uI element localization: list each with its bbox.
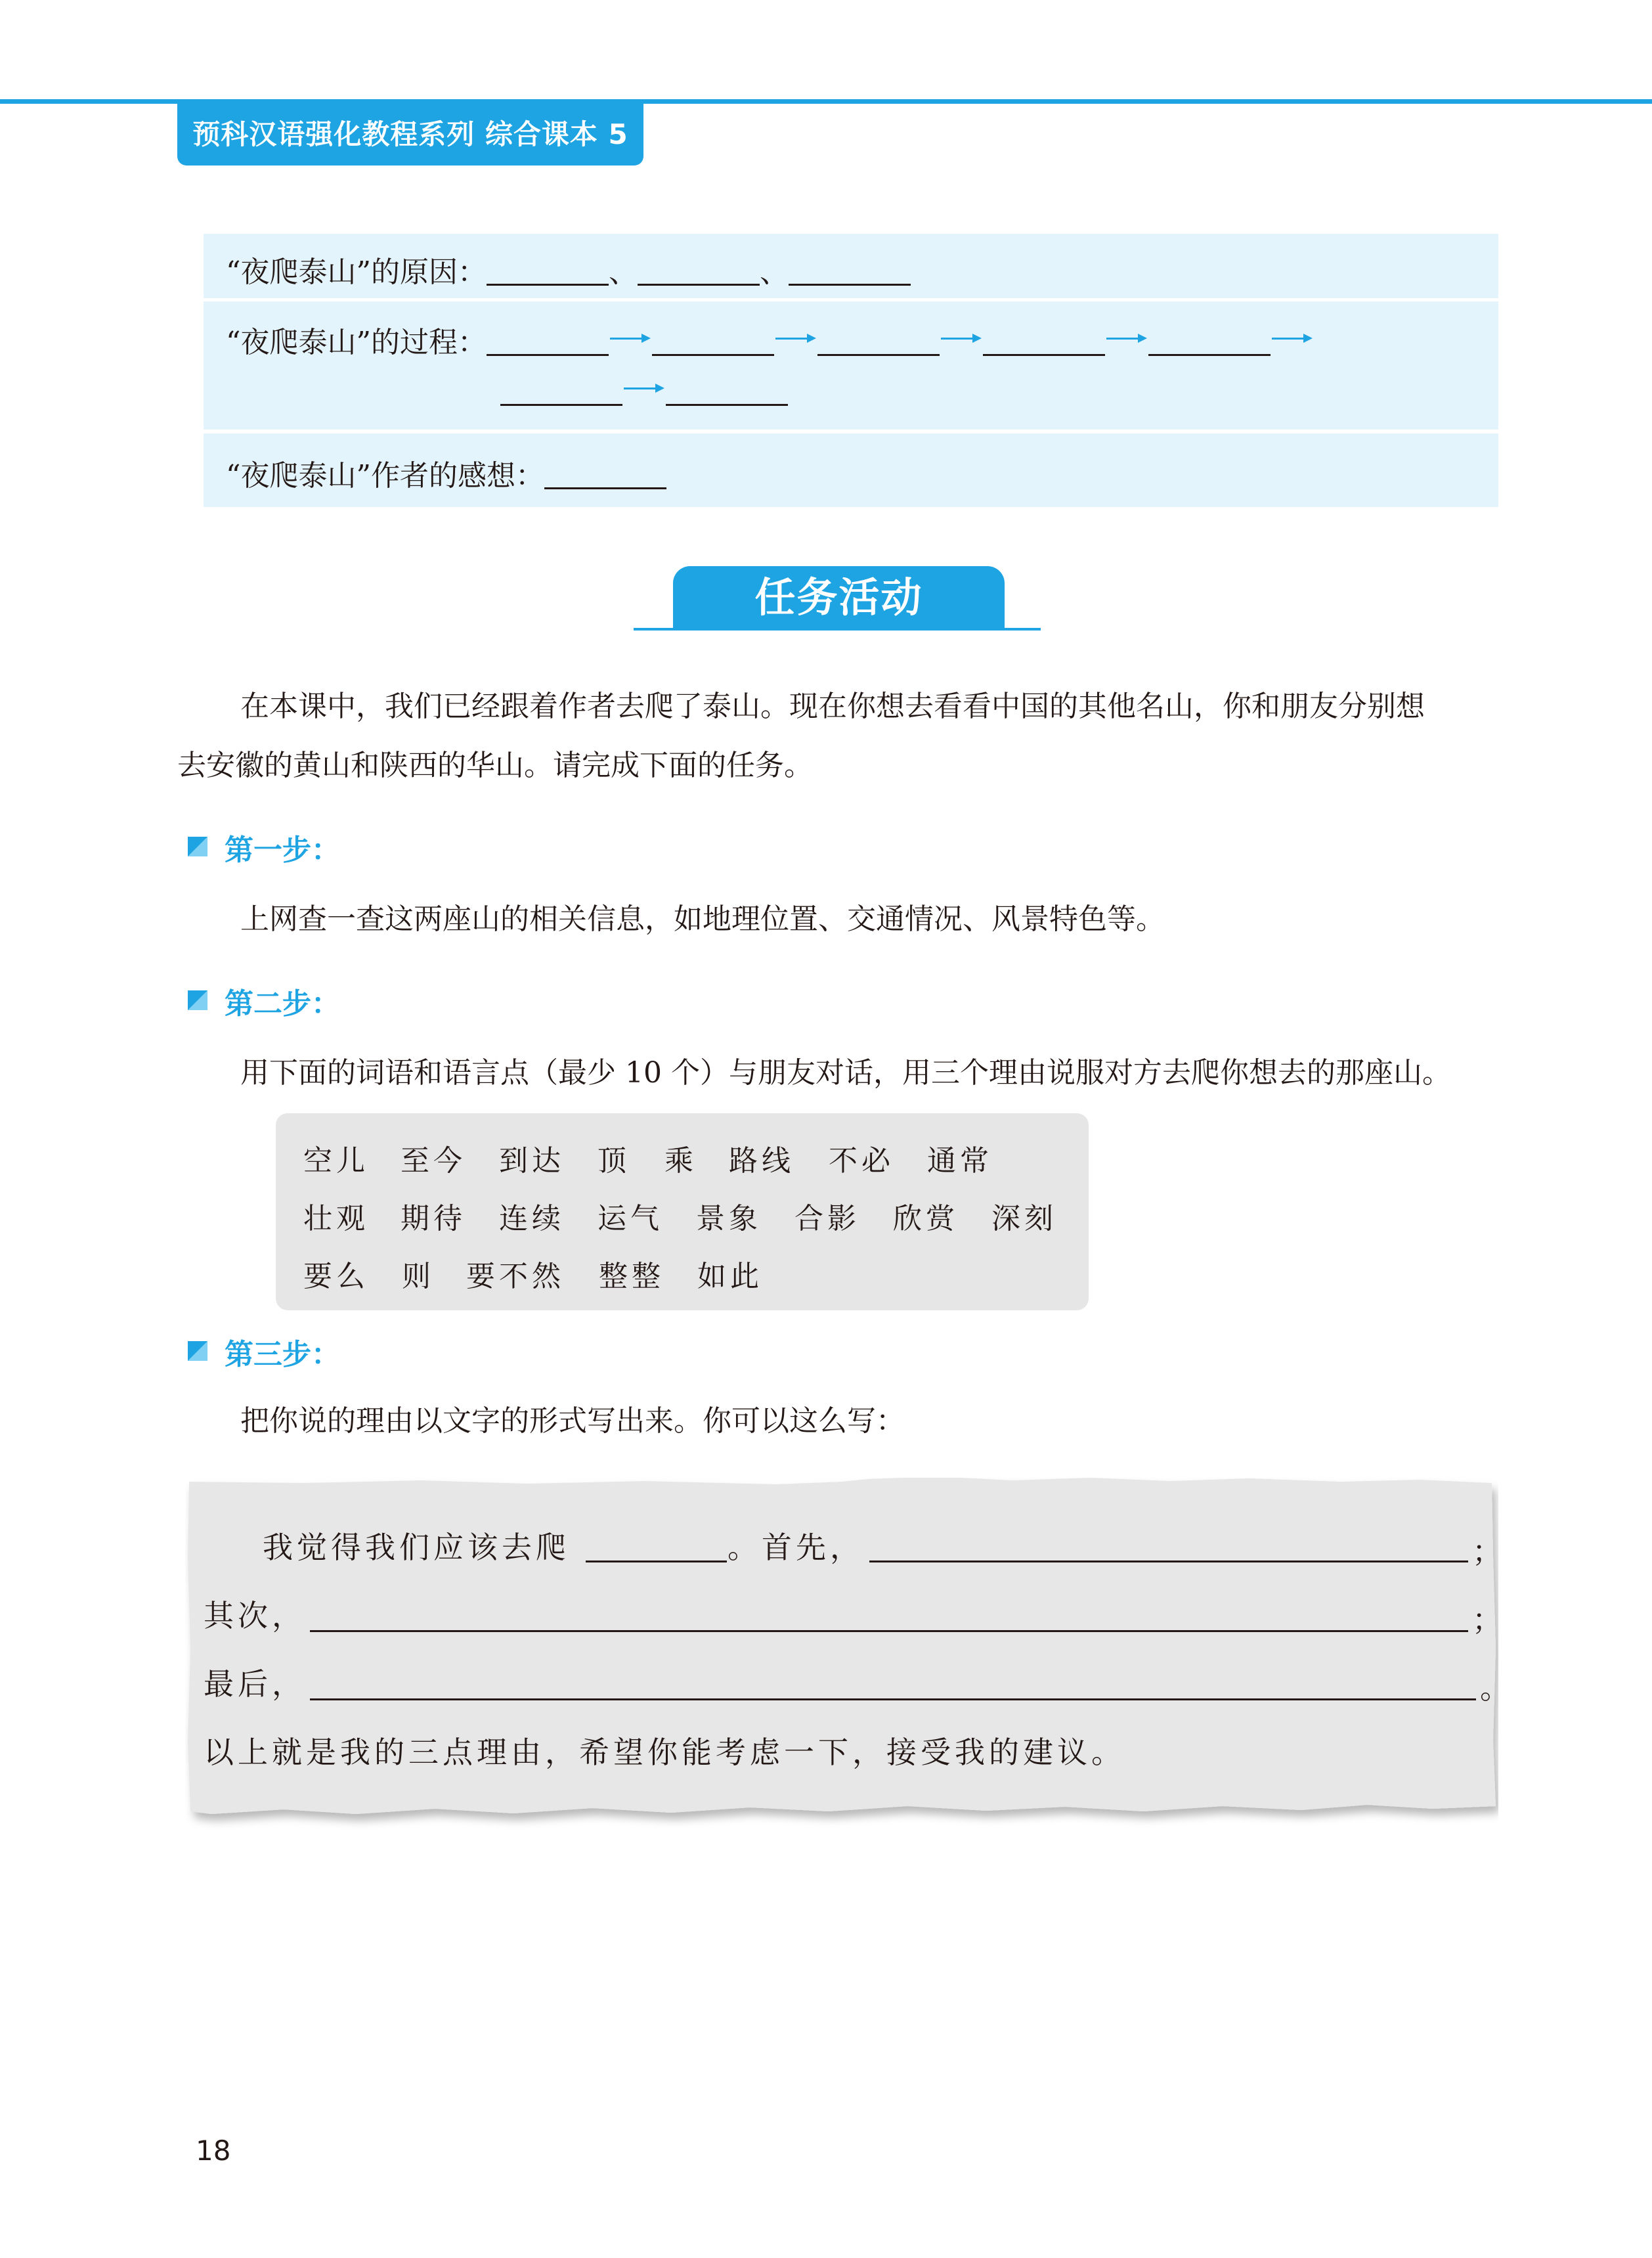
vocab-word: 顶	[598, 1144, 630, 1178]
vocab-word: 如此	[697, 1260, 763, 1293]
vocab-word: 景象	[696, 1202, 762, 1235]
feeling-label: “夜爬泰山”作者的感想：	[226, 459, 544, 493]
semicolon: ；	[1472, 1534, 1506, 1569]
separator: 、	[760, 255, 789, 289]
arrow-right-icon	[1271, 327, 1314, 356]
template-line-4: 以上就是我的三点理由，希望你能考虑一下，接受我的建议。	[204, 1735, 1125, 1770]
arrow-right-icon	[774, 327, 817, 356]
blank-field[interactable]	[652, 325, 774, 356]
template-line-1-mid: 。首先，	[728, 1530, 864, 1565]
vocab-word: 合影	[794, 1202, 860, 1235]
page-number: 18	[196, 2135, 231, 2167]
blank-field[interactable]	[666, 375, 788, 406]
reason-2-blank[interactable]	[310, 1630, 1468, 1632]
arrow-right-icon	[622, 377, 666, 406]
blank-field[interactable]	[983, 325, 1105, 356]
period: 。	[1480, 1670, 1514, 1706]
step-1-title: 第一步：	[225, 833, 340, 867]
vocab-word: 通常	[927, 1144, 993, 1178]
template-line-2-start: 其次，	[204, 1598, 306, 1633]
vocab-word: 不必	[829, 1144, 894, 1178]
step-2-title: 第二步：	[225, 987, 340, 1021]
vocab-word: 整整	[599, 1260, 664, 1293]
arrow-right-icon	[609, 327, 652, 356]
vocab-word: 运气	[598, 1202, 663, 1235]
blank-field[interactable]	[487, 255, 609, 286]
vocab-word: 至今	[401, 1144, 466, 1178]
vocab-word: 要不然	[466, 1260, 565, 1293]
vocab-word: 要么	[303, 1260, 369, 1293]
step-3-title: 第三步：	[225, 1338, 340, 1371]
blank-field[interactable]	[817, 325, 940, 356]
vocab-word: 到达	[499, 1144, 565, 1178]
series-title: 预科汉语强化教程系列 综合课本 5	[177, 104, 643, 166]
vocab-word: 深刻	[991, 1202, 1057, 1235]
blank-field[interactable]	[638, 255, 760, 286]
reason-label: “夜爬泰山”的原因：	[226, 255, 487, 289]
step-marker-icon	[188, 1341, 207, 1361]
vocab-word: 连续	[499, 1202, 565, 1235]
mountain-blank[interactable]	[586, 1561, 727, 1562]
step-1-text: 上网查一查这两座山的相关信息，如地理位置、交通情况、风景特色等。	[240, 902, 1165, 936]
step-2-text: 用下面的词语和语言点（最少 10 个）与朋友对话，用三个理由说服对方去爬你想去的那座山。	[240, 1056, 1451, 1090]
intro-line-2: 去安徽的黄山和陕西的华山。请完成下面的任务。	[177, 749, 813, 782]
blank-field[interactable]	[1148, 325, 1271, 356]
section-title: 任务活动	[673, 566, 1005, 629]
template-line-1-start: 我觉得我们应该去爬	[263, 1530, 570, 1565]
vocab-word: 期待	[401, 1202, 466, 1235]
template-line-3-start: 最后，	[204, 1666, 306, 1702]
blank-field[interactable]	[544, 458, 666, 489]
semicolon: ；	[1472, 1602, 1506, 1637]
header-rule	[0, 99, 1652, 104]
process-row	[204, 301, 1498, 430]
writing-template-note	[185, 1478, 1514, 1839]
blank-field[interactable]	[487, 325, 609, 356]
vocab-word: 路线	[729, 1144, 794, 1178]
step-marker-icon	[188, 837, 207, 856]
separator: 、	[609, 255, 638, 289]
step-3-text: 把你说的理由以文字的形式写出来。你可以这么写：	[240, 1404, 905, 1438]
process-label: “夜爬泰山”的过程：	[226, 326, 487, 359]
vocab-word: 空儿	[303, 1144, 369, 1178]
vocab-word: 壮观	[303, 1202, 369, 1235]
feeling-row	[204, 433, 1498, 507]
reason-1-blank[interactable]	[869, 1561, 1468, 1562]
arrow-right-icon	[940, 327, 983, 356]
blank-field[interactable]	[500, 375, 622, 406]
blank-field[interactable]	[789, 255, 911, 286]
arrow-right-icon	[1105, 327, 1148, 356]
vocab-box	[276, 1113, 1089, 1310]
intro-line-1: 在本课中，我们已经跟着作者去爬了泰山。现在你想去看看中国的其他名山，你和朋友分别想	[240, 690, 1425, 723]
step-marker-icon	[188, 990, 207, 1010]
vocab-word: 则	[402, 1260, 435, 1293]
reason-row	[204, 234, 1498, 298]
reason-3-blank[interactable]	[310, 1698, 1476, 1700]
vocab-word: 欣赏	[893, 1202, 959, 1235]
vocab-word: 乘	[664, 1144, 697, 1178]
